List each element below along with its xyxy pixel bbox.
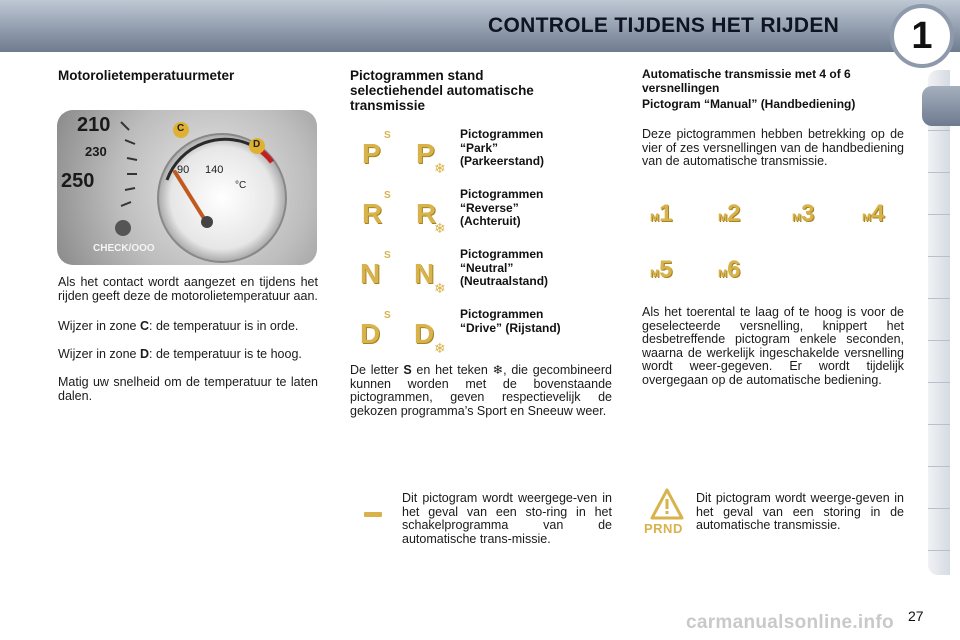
gear-m4-pictogram: M4 — [862, 200, 885, 227]
snow-icon: ❄ — [434, 280, 446, 296]
neutral-snow-pictogram: N — [414, 258, 435, 289]
park-label: Pictogrammen “Park” (Parkeerstand) — [460, 127, 545, 168]
gear-m5-pictogram: M5 — [650, 256, 673, 283]
reverse-snow-pictogram: R — [416, 198, 437, 229]
warning-triangle-icon — [650, 488, 684, 520]
selector-pictograms-heading: Pictogrammen stand selectiehendel automatische transmissie — [350, 68, 534, 113]
page-header — [0, 0, 960, 52]
snow-icon: ❄ — [434, 340, 446, 356]
watermark-text: carmanualsonline.info — [686, 612, 894, 633]
gear-m3-pictogram: M3 — [792, 200, 815, 227]
gauge-mark-210: 210 — [77, 114, 111, 136]
chapter-number: 1 — [911, 14, 933, 57]
manual-pictogram-paragraph: Deze pictogrammen hebben betrekking op de vier of zes versnellingen van de handbediening van de automatische transmissie. — [642, 127, 904, 168]
oil-temp-heading: Motorolietemperatuurmeter — [58, 68, 235, 83]
gear-m6-pictogram: M6 — [718, 256, 741, 283]
manual-pictogram-heading: Pictogram “Manual” (Handbediening) — [642, 97, 856, 111]
page-number: 27 — [908, 608, 924, 624]
gauge-zone-d: D — [253, 139, 261, 150]
prnd-warning-paragraph: Dit pictogram wordt weerge-geven in het geval van een storing in de automatische transmissie. — [696, 491, 904, 532]
sport-s-icon: S — [384, 130, 391, 141]
snow-icon: ❄ — [434, 160, 446, 176]
page-title: CONTROLE TIJDENS HET RIJDEN — [488, 14, 840, 37]
fault-dash-icon — [364, 512, 382, 517]
oil-temperature-gauge-image — [57, 110, 317, 265]
gauge-zone-c: C — [177, 123, 185, 134]
sport-s-icon: S — [384, 250, 391, 261]
reverse-label: Pictogrammen “Reverse” (Achteruit) — [460, 187, 544, 228]
neutral-pictogram: N — [360, 258, 381, 289]
auto-transmission-heading: Automatische transmissie met 4 of 6 versnellingen — [642, 67, 851, 95]
chapter-badge — [890, 4, 954, 68]
rpm-warning-paragraph: Als het toerental te laag of te hoog is voor de geselecteerde versnelling, knippert het desbetreffende pictogram enkele seconden, waarna de werkelijk ingeschakelde versnelling wordt weer-gegeven. Er wordt tijdelijk overgegaan op de automatische bediening. — [642, 305, 904, 387]
neutral-label: Pictogrammen “Neutral” (Neutraalstand) — [460, 247, 549, 288]
oil-temp-paragraph-1: Als het contact wordt aangezet en tijdens het rijden geeft deze de motorolietemperatuur aan. — [58, 275, 318, 303]
oil-temp-paragraph-3: Wijzer in zone D: de temperatuur is te hoog. — [58, 347, 302, 361]
sport-snow-paragraph: De letter S en het teken ❄, die gecombineerd kunnen worden met de bovenstaande pictogrammen, geven respectievelijk de gekozen programma’s Sport en Sneeuw weer. — [350, 363, 612, 418]
sport-s-icon: S — [384, 190, 391, 201]
gauge-mark-140: 140 — [205, 164, 224, 176]
active-chapter-tab[interactable] — [922, 86, 960, 126]
prnd-warning-label: PRND — [644, 521, 683, 536]
drive-label: Pictogrammen “Drive” (Rijstand) — [460, 307, 561, 335]
drive-pictogram: D — [360, 318, 381, 349]
gauge-mark-250: 250 — [61, 170, 95, 192]
snow-icon: ❄ — [434, 220, 446, 236]
gear-m1-pictogram: M1 — [650, 200, 673, 227]
reverse-pictogram: R — [362, 198, 383, 229]
gauge-mark-90: 90 — [177, 164, 190, 176]
sport-s-icon: S — [384, 310, 391, 321]
gauge-mark-celsius: °C — [235, 180, 247, 191]
drive-snow-pictogram: D — [414, 318, 435, 349]
park-pictogram: P — [362, 138, 381, 169]
fault-dash-paragraph: Dit pictogram wordt weergege-ven in het geval van een sto-ring in het schakelprogramma van de automatische trans-missie. — [402, 491, 612, 546]
oil-temp-paragraph-2: Wijzer in zone C: de temperatuur is in orde. — [58, 319, 299, 333]
chapter-tab-strip — [928, 70, 950, 575]
gear-m2-pictogram: M2 — [718, 200, 741, 227]
gauge-check-label: CHECK/OOO — [93, 243, 155, 254]
oil-temp-paragraph-4: Matig uw snelheid om de temperatuur te laten dalen. — [58, 375, 318, 403]
park-snow-pictogram: P — [416, 138, 435, 169]
gauge-mark-230: 230 — [85, 144, 107, 159]
